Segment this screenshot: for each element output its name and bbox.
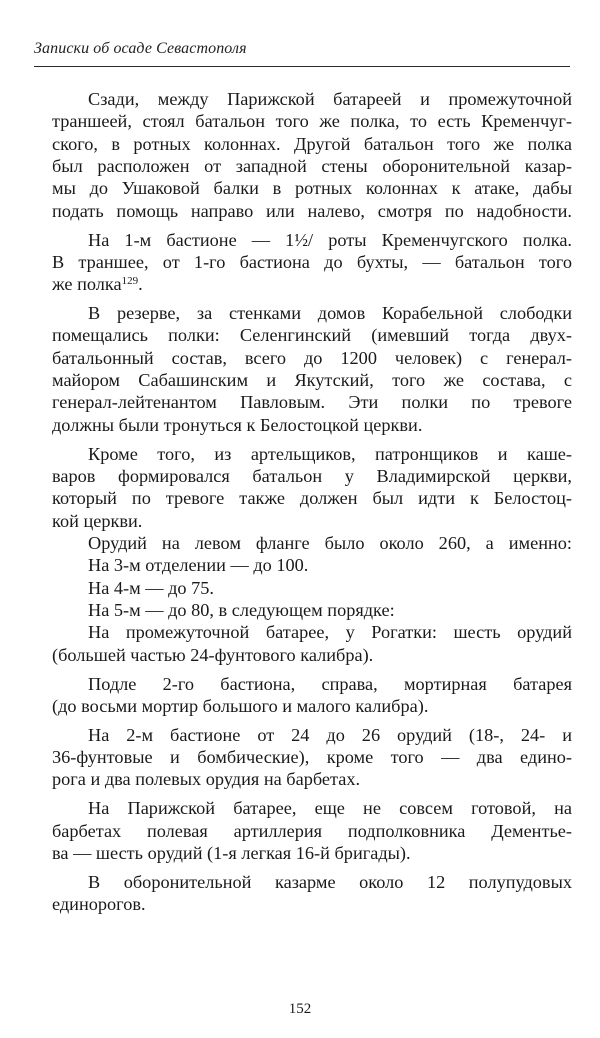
text-line: 36-фунтовые и бомбические), кроме того — два едино- (52, 747, 572, 768)
body-text (52, 88, 572, 916)
text-line: На Парижской батарее, еще не совсем готовой, на (88, 798, 572, 819)
text-line: На 5-м — до 80, в следующем порядке: (88, 600, 395, 621)
text-line: На 1-м бастионе — 1½/ роты Кременчугского полка. (88, 229, 572, 250)
text-line: майором Сабашинским и Якутский, того же состава, с (52, 370, 572, 391)
text-line: батальонный состав, всего до 1200 человек) с генерал- (52, 347, 572, 368)
text-line: варов формировался батальон у Владимирской церкви, (52, 466, 572, 486)
paragraph (52, 229, 572, 296)
text-line: генерал-лейтенантом Павловым. Эти полки по тревоге (52, 392, 572, 413)
footnote-marker[interactable]: 129 (121, 275, 139, 288)
text-line: единорогов. (52, 894, 146, 915)
running-header-title: Записки об осаде Севастополя (34, 40, 247, 57)
text-line: мы до Ушаковой балки в ротных колоннах к атаке, дабы (52, 178, 572, 199)
text-line-content: же полка (52, 274, 122, 295)
text-line: помещались полки: Селенгинский (имевший тогда двух- (52, 325, 572, 346)
text-line: который по тревоге также должен был идти к Белостоц- (52, 488, 572, 509)
paragraph (52, 673, 572, 718)
text-line: Сзади, между Парижской батареей и промежуточной (88, 89, 572, 109)
page-number: 152 (288, 1001, 312, 1017)
text-line: подать помощь направо или налево, смотря по надобности. (52, 200, 572, 221)
paragraph (52, 443, 572, 532)
text-line: В траншее, от 1-го бастиона до бухты, — батальон того (52, 251, 572, 272)
text-line: (до восьми мортир большого и малого калибра). (52, 695, 429, 716)
text-line: ва — шесть орудий (1-я легкая 16-й бригады). (52, 843, 411, 863)
paragraph (52, 577, 572, 599)
text-line: был расположен от западной стены оборонительной казар- (52, 156, 572, 177)
text-line: В резерве, за стенками домов Корабельной слободки (88, 303, 572, 324)
text-line: кой церкви. (52, 510, 143, 531)
paragraph (52, 554, 572, 576)
text-line: барбетах полевая артиллерия подполковника Дементье- (52, 820, 572, 841)
text-line: ского, в ротных колоннах. Другой батальон того же полка (52, 133, 572, 154)
text-line: На промежуточной батарее, у Рогатки: шесть орудий (88, 622, 572, 643)
text-line: В оборонительной казарме около 12 полупудовых (88, 871, 572, 892)
text-line: Орудий на левом фланге было около 260, а именно: (88, 533, 572, 554)
text-line: На 2-м бастионе от 24 до 26 орудий (18-, 24- и (88, 724, 572, 745)
paragraph (52, 871, 572, 916)
paragraph (52, 532, 572, 554)
text-line: должны были тронуться к Белостоцкой церкви. (52, 414, 423, 435)
text-line: траншеей, стоял батальон того же полка, то есть Кременчуг- (52, 111, 572, 132)
text-line: (большей частью 24-фунтового калибра). (52, 644, 374, 665)
paragraph (52, 599, 572, 621)
paragraph (52, 797, 572, 864)
paragraph (52, 302, 572, 436)
text-line: На 3-м отделении — до 100. (88, 555, 309, 576)
text-line: Подле 2-го бастиона, справа, мортирная батарея (88, 673, 572, 694)
header-divider (34, 66, 570, 67)
text-line: же полка$^{129}$. (52, 274, 143, 295)
paragraph (52, 88, 572, 222)
text-line: рога и два полевых орудия на барбетах. (52, 769, 361, 790)
text-line: На 4-м — до 75. (88, 577, 214, 598)
text-line: Кроме того, из артельщиков, патронщиков и каше- (88, 443, 572, 464)
paragraph (52, 724, 572, 791)
paragraph (52, 621, 572, 666)
